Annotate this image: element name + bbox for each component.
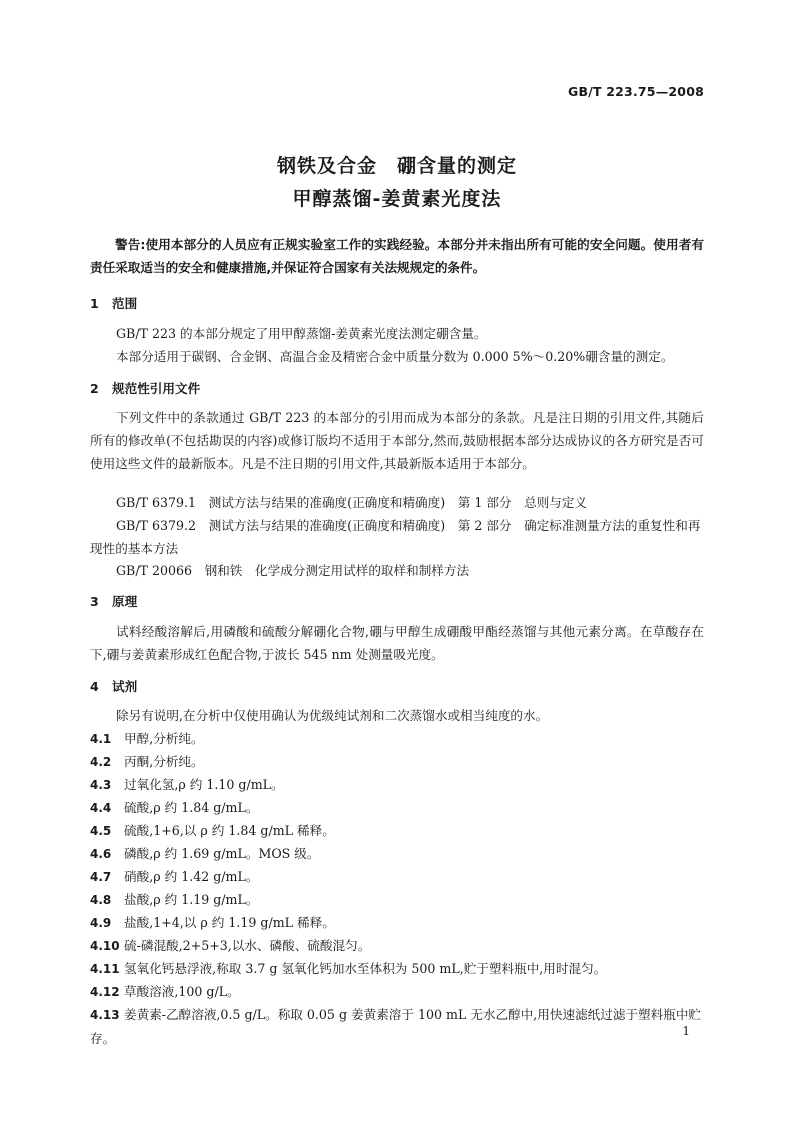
reference-item xyxy=(90,514,704,560)
section-number: 1 xyxy=(90,296,99,311)
reagent-item: 4.6 磷酸,ρ 约 1.69 g/mL。MOS 级。 xyxy=(90,846,320,861)
reagents-intro: 除另有说明,在分析中仅使用确认为优级纯试剂和二次蒸馏水或相当纯度的水。 xyxy=(116,708,549,723)
reference-text: GB/T 6379.1 测试方法与结果的准确度(正确度和精确度) 第 1 部分 总则与定义 xyxy=(116,495,588,510)
section-number: 3 xyxy=(90,594,99,609)
section-heading-normative xyxy=(90,378,200,397)
reference-text: GB/T 6379.2 测试方法与结果的准确度(正确度和精确度) 第 2 部分 确定标准测量方法的重复性和再现性的基本方法 xyxy=(90,518,701,556)
normative-intro: 下列文件中的条款通过 GB/T 223 的本部分的引用而成为本部分的条款。凡是注日期的引用文件,其随后所有的修改单(不包括勘误的内容)或修订版均不适用于本部分,然而,鼓励根据本部分达成协议的各方研究是否可使用这些文件的最新版本。凡是不注日期的引用文件,其最新版本适用于本部分。 xyxy=(90,410,704,471)
reagent-item: 4.13 姜黄素-乙醇溶液,0.5 g/L。称取 0.05 g 姜黄素溶于 100 mL 无水乙醇中,用快速滤纸过滤于塑料瓶中贮存。 xyxy=(90,1007,702,1046)
section-heading-principle xyxy=(90,591,137,610)
section-title: 规范性引用文件 xyxy=(112,381,201,396)
reagent-item: 4.10 硫-磷混酸,2+5+3,以水、磷酸、硫酸混匀。 xyxy=(90,938,371,953)
safety-warning: 警告:使用本部分的人员应有正规实验室工作的实践经验。本部分并未指出所有可能的安全问题。使用者有责任采取适当的安全和健康措施,并保证符合国家有关法规规定的条件。 xyxy=(90,237,704,275)
reference-item xyxy=(90,559,704,582)
reagent-item: 4.7 硝酸,ρ 约 1.42 g/mL。 xyxy=(90,869,259,884)
section-title: 试剂 xyxy=(112,679,138,694)
section-heading-reagents xyxy=(90,676,137,695)
principle-paragraph: 试料经酸溶解后,用磷酸和硫酸分解硼化合物,硼与甲醇生成硼酸甲酯经蒸馏与其他元素分离。在草酸存在下,硼与姜黄素形成红色配合物,于波长 545 nm 处测量吸光度。 xyxy=(90,624,704,662)
page-number: 1 xyxy=(682,1024,690,1038)
reagent-item: 4.4 硫酸,ρ 约 1.84 g/mL。 xyxy=(90,800,259,815)
section-number: 2 xyxy=(90,381,99,396)
reagent-item: 4.2 丙酮,分析纯。 xyxy=(90,754,204,769)
scope-paragraph: GB/T 223 的本部分规定了用甲醇蒸馏-姜黄素光度法测定硼含量。 xyxy=(116,326,487,341)
reagent-item: 4.12 草酸溶液,100 g/L。 xyxy=(90,984,240,999)
document-subtitle: 甲醇蒸馏-姜黄素光度法 xyxy=(292,188,502,210)
section-heading-scope xyxy=(90,293,137,312)
scope-paragraph: 本部分适用于碳钢、合金钢、高温合金及精密合金中质量分数为 0.000 5%～0.20%硼含量的测定。 xyxy=(116,349,674,364)
document-title: 钢铁及合金 硼含量的测定 xyxy=(276,155,517,177)
reagent-item: 4.8 盐酸,ρ 约 1.19 g/mL。 xyxy=(90,892,259,907)
reagent-item: 4.1 甲醇,分析纯。 xyxy=(90,731,204,746)
section-title: 范围 xyxy=(112,296,138,311)
reagent-item: 4.5 硫酸,1+6,以 ρ 约 1.84 g/mL 稀释。 xyxy=(90,823,335,838)
reagent-item: 4.11 氢氧化钙悬浮液,称取 3.7 g 氢氧化钙加水至体积为 500 mL,贮于塑料瓶中,用时混匀。 xyxy=(90,961,607,976)
section-number: 4 xyxy=(90,679,99,694)
reference-item xyxy=(90,491,704,514)
reagent-item: 4.3 过氧化氢,ρ 约 1.10 g/mL。 xyxy=(90,777,284,792)
reagent-item: 4.9 盐酸,1+4,以 ρ 约 1.19 g/mL 稀释。 xyxy=(90,915,335,930)
standard-code: GB/T 223.75—2008 xyxy=(568,84,704,99)
section-title: 原理 xyxy=(112,594,138,609)
reference-text: GB/T 20066 钢和铁 化学成分测定用试样的取样和制样方法 xyxy=(116,563,470,578)
